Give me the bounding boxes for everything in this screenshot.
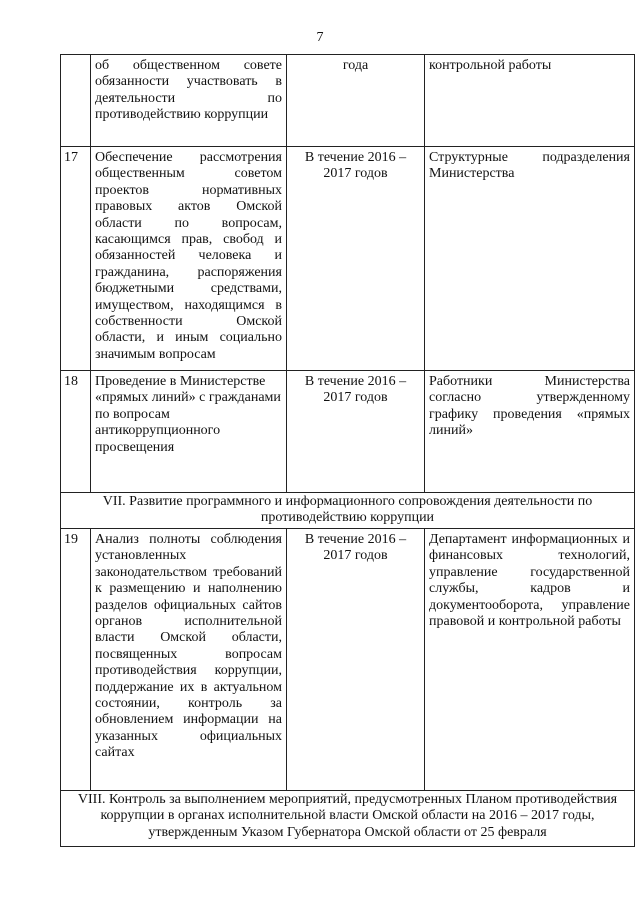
section-heading-row — [61, 791, 635, 847]
executor-cell: Департамент информационных и финансовых технологий, управление государственной службы, кадров и документооборота, управление правовой и контрольной работы — [425, 529, 635, 791]
activity-cell: Проведение в Министерстве «прямых линий» с гражданами по вопросам антикоррупционного просвещения — [91, 371, 287, 493]
executor-cell: Структурные подразделения Министерства — [425, 147, 635, 371]
table-row — [61, 371, 635, 493]
term-cell: В течение 2016 – 2017 годов — [287, 147, 425, 371]
executor-cell: контрольной работы — [425, 55, 635, 147]
section-heading: VIII. Контроль за выполнением мероприятий, предусмотренных Планом противодействия коррупции в органах исполнительной власти Омской области на 2016 – 2017 годы, утвержденным Указом Губернатора Омской области от 25 февраля — [61, 791, 635, 847]
row-number-cell: 18 — [61, 371, 91, 493]
executor-cell: Работники Министерства согласно утвержденному графику проведения «прямых линий» — [425, 371, 635, 493]
row-number-cell: 17 — [61, 147, 91, 371]
page-number: 7 — [316, 30, 324, 45]
term-cell: В течение 2016 – 2017 годов — [287, 529, 425, 791]
table-row — [61, 529, 635, 791]
table-row-continued — [61, 55, 635, 147]
row-number-cell — [61, 55, 91, 147]
activity-cell: об общественном совете обязанности участвовать в деятельности по противодействию коррупции — [91, 55, 287, 147]
section-heading: VII. Развитие программного и информационного сопровождения деятельности по противодействию коррупции — [61, 493, 635, 529]
anticorruption-plan-table — [60, 54, 635, 847]
row-number-cell: 19 — [61, 529, 91, 791]
table-row — [61, 147, 635, 371]
activity-cell: Анализ полноты соблюдения установленных законодательством требований к размещению и наполнению разделов официальных сайтов органов исполнительной власти Омской области, посвященных вопросам противодействия коррупции, поддержание их в актуальном состоянии, контроль за обновлением информации на указанных официальных сайтах — [91, 529, 287, 791]
term-cell: В течение 2016 – 2017 годов — [287, 371, 425, 493]
activity-cell: Обеспечение рассмотрения общественным советом проектов нормативных правовых актов Омской области по вопросам, касающимся прав, свобод и обязанностей человека и гражданина, распоряжения бюджетными средствами, имуществом, находящимся в собственности Омской области, и иным социально значимым вопросам — [91, 147, 287, 371]
section-heading-row — [61, 493, 635, 529]
term-cell: года — [287, 55, 425, 147]
